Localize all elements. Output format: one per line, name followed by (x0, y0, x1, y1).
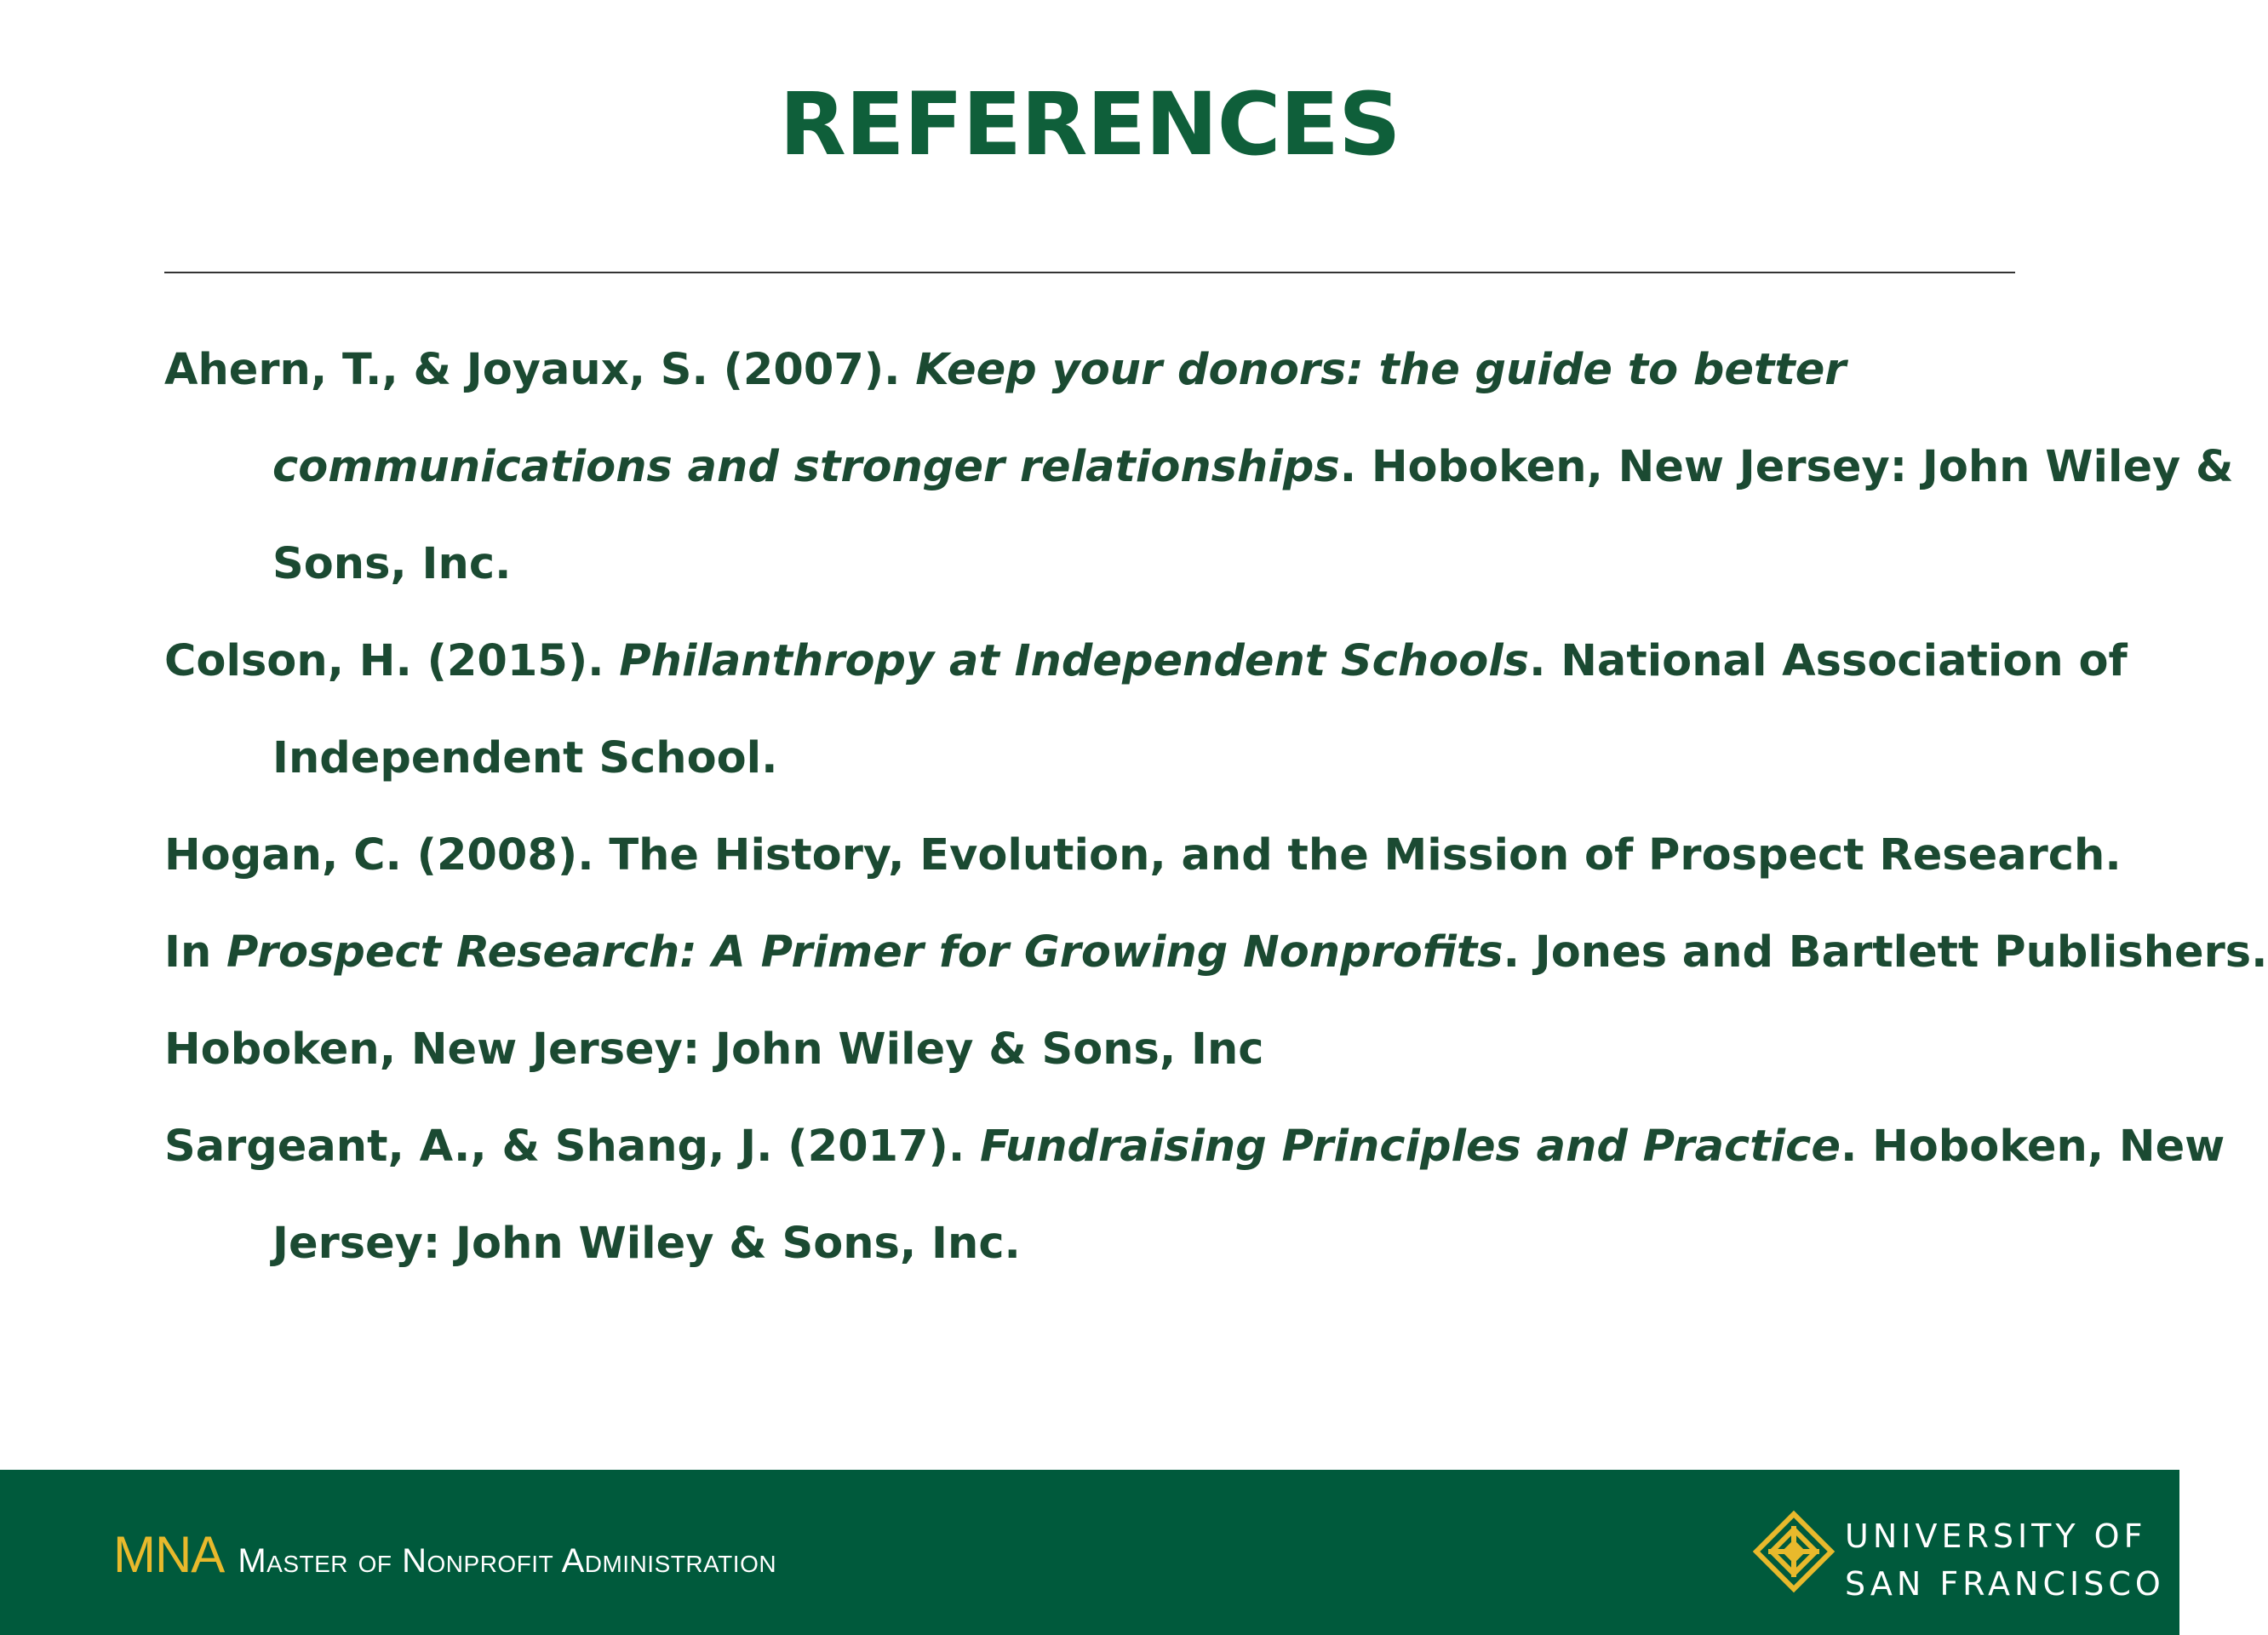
reference-1-line-1 (164, 345, 1847, 395)
university-name-line-1: UNIVERSITY OF (1845, 1517, 2147, 1555)
reference-4-authors: Sargeant, A., & Shang, J. (2017). (164, 1122, 980, 1172)
reference-3-book-title: Prospect Research: A Primer for Growing Nonprofits (226, 927, 1503, 978)
university-name-line-2: SAN FRANCISCO (1845, 1565, 2165, 1603)
reference-4-publisher: . Hoboken, New (1840, 1122, 2225, 1172)
reference-3-line-2 (164, 927, 2268, 978)
program-label (113, 1526, 777, 1583)
reference-1-title-cont: communications and stronger relationships (272, 442, 1340, 492)
reference-2-authors: Colson, H. (2015). (164, 636, 620, 686)
reference-1-title: Keep your donors: the guide to better (915, 345, 1847, 395)
program-abbreviation: MNA (113, 1526, 225, 1583)
university-name (1845, 1512, 2165, 1608)
reference-2-line-2: Independent School. (272, 733, 778, 783)
reference-4-title: Fundraising Principles and Practice (979, 1122, 1841, 1172)
reference-1-line-2 (272, 442, 2234, 492)
slide-title: REFERENCES (779, 74, 1400, 175)
reference-2-line-1 (164, 636, 2128, 686)
reference-3-line-3: Hoboken, New Jersey: John Wiley & Sons, Inc (164, 1024, 1264, 1075)
reference-1-authors: Ahern, T., & Joyaux, S. (2007). (164, 345, 916, 395)
program-name: Master of Nonprofit Administration (238, 1542, 777, 1580)
reference-2-title: Philanthropy at Independent Schools (619, 636, 1530, 686)
reference-1-line-3: Sons, Inc. (272, 539, 512, 589)
reference-3-publisher: . Jones and Bartlett Publishers. (1503, 927, 2268, 978)
reference-2-publisher: . National Association of (1529, 636, 2128, 686)
reference-4-line-2: Jersey: John Wiley & Sons, Inc. (272, 1219, 1021, 1269)
reference-3-in: In (164, 927, 227, 978)
usf-logo-icon (1751, 1509, 1836, 1594)
reference-1-publisher: . Hoboken, New Jersey: John Wiley & (1339, 442, 2234, 492)
reference-4-line-1 (164, 1122, 2225, 1172)
reference-3-line-1: Hogan, C. (2008). The History, Evolution, and the Mission of Prospect Research. (164, 830, 2122, 881)
